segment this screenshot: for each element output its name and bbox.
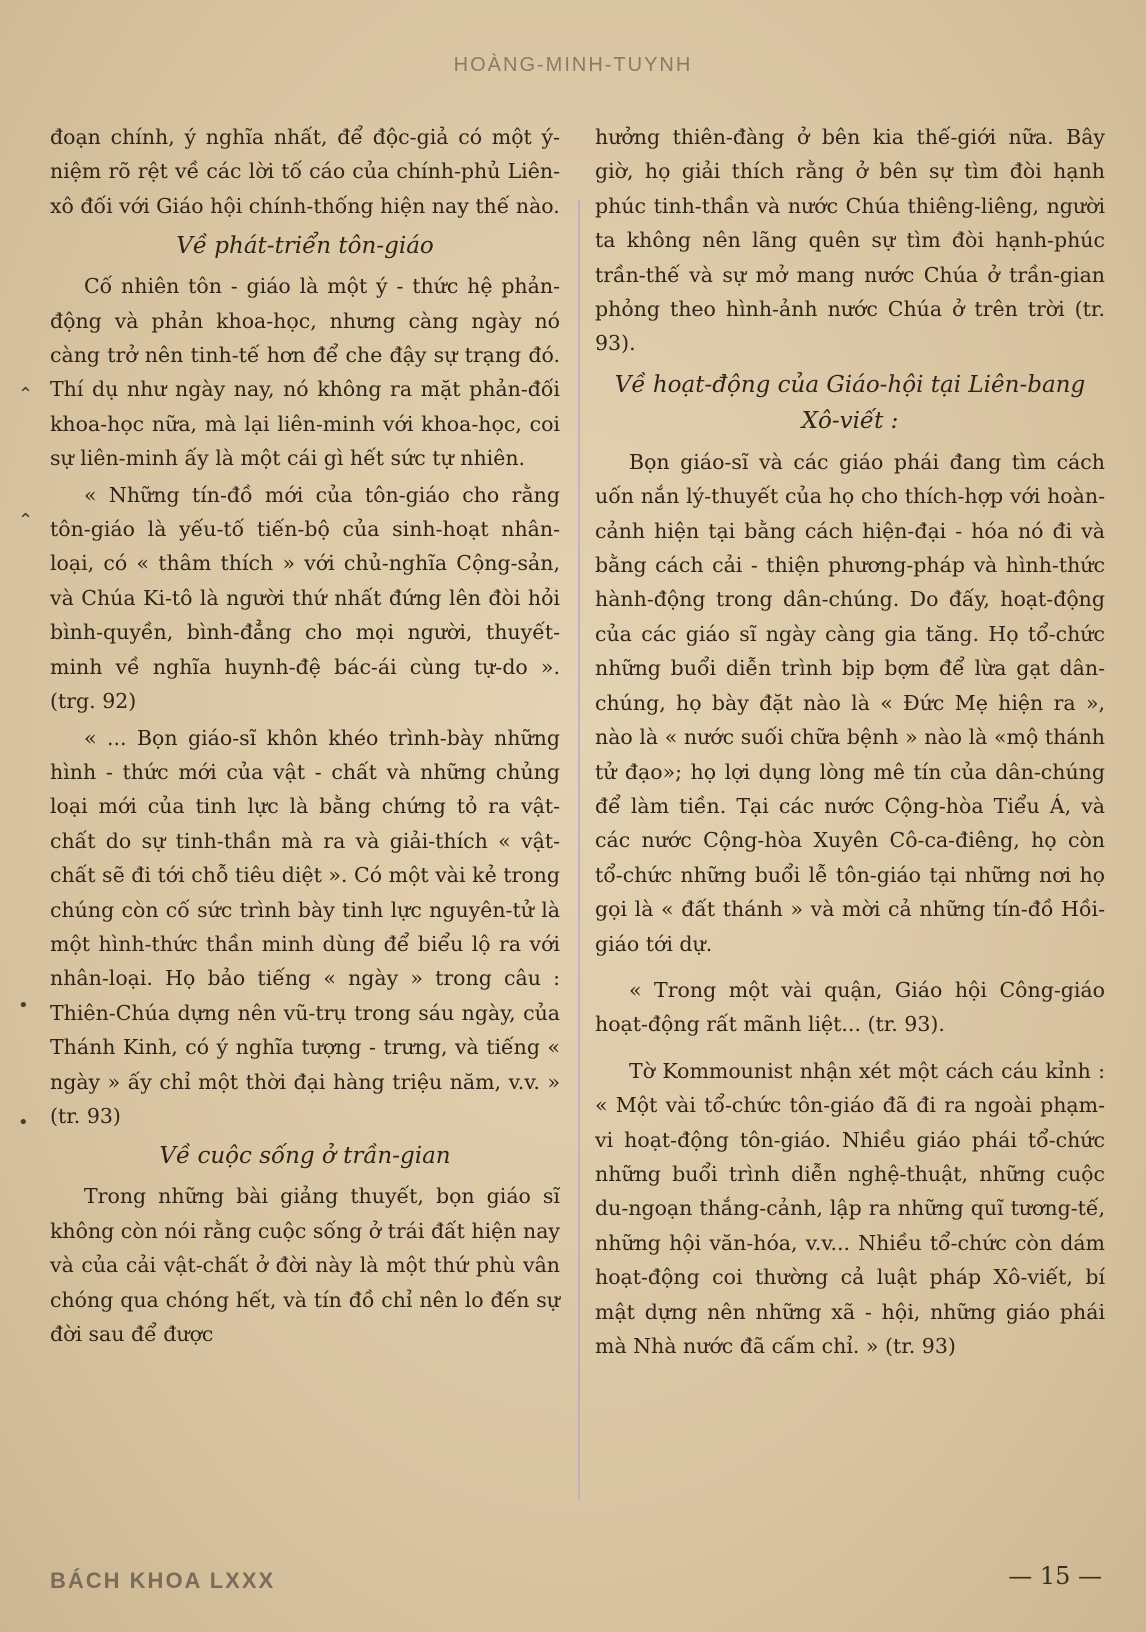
page-number: — 15 — [1008,1562,1102,1590]
margin-mark: • [18,995,29,1016]
paragraph: « ... Bọn giáo-sĩ khôn khéo trình-bày những hình - thức mới của vật - chất và những chủng loại mới của tinh lực là bằng chứng tỏ ra vật-chất do sự tinh-thần mà ra và giải-thích « vật-chất sẽ đi tới chỗ tiêu diệt ». Có một vài kẻ trong chúng còn cố sức trình bày tinh lực nguyên-tử là một hình-thức thần minh dùng để biểu lộ ra với nhân-loại. Họ bảo tiếng « ngày » trong câu : Thiên-Chúa dựng nên vũ-trụ trong sáu ngày, của Thánh Kinh, có ý nghĩa tượng - trưng, và tiếng « ngày » ấy chỉ một thời đại hàng triệu năm, v.v. » (tr. 93) [50,725,560,1128]
paragraph: Cố nhiên tôn - giáo là một ý - thức hệ phản-động và phản khoa-học, nhưng càng ngày nó càng trở nên tinh-tế hơn để che đậy sự trạng đó. Thí dụ như ngày nay, nó không ra mặt phản-đối khoa-học nữa, mà lại liên-minh với khoa-học, coi sự liên-minh ấy là một cái gì hết sức tự nhiên. [50,274,560,471]
paragraph: hưởng thiên-đàng ở bên kia thế-giới nữa. Bây giờ, họ giải thích rằng ở bên sự tìm đòi hạnh phúc tinh-thần và nước Chúa thiêng-liêng, người ta không nên lãng quên sự tìm đòi hạnh-phúc trần-thế và sự mở mang nước Chúa ở trần-gian phỏng theo hình-ảnh nước Chúa ở trên trời (tr. 93). [595,125,1105,356]
paragraph: « Trong một vài quận, Giáo hội Công-giáo hoạt-động rất mãnh liệt... (tr. 93). [595,977,1105,1037]
margin-mark: ⌃ [18,510,34,531]
section-heading: Về cuộc sống ở trần-gian [159,1143,451,1170]
paragraph: Bọn giáo-sĩ và các giáo phái đang tìm cách uốn nắn lý-thuyết của họ cho thích-hợp với hoàn-cảnh hiện tại bằng cách hiện-đại - hóa nó đi và bằng cách cải - thiện phương-pháp và hình-thức hành-động trong dân-chúng. Do đấy, hoạt-động của các giáo sĩ ngày càng gia tăng. Họ tổ-chức những buổi diễn trình bịp bợm để lừa gạt dân-chúng, họ bày đặt nào là « Đức Mẹ hiện ra », nào là « nước suối chữa bệnh » nào là «mộ thánh tử đạo»; họ lợi dụng lòng mê tín của dân-chúng để làm tiền. Tại các nước Cộng-hòa Tiểu Á, và các nước Cộng-hòa Xuyên Cô-ca-điêng, họ còn tổ-chức những buổi lễ tôn-giáo tại những nơi họ gọi là « đất thánh » và mời cả những tín-đồ Hồi-giáo tới dự. [595,449,1105,956]
paragraph: Trong những bài giảng thuyết, bọn giáo sĩ không còn nói rằng cuộc sống ở trái đất hiện nay và của cải vật-chất ở đời này là một thứ phù vân chóng qua chóng hết, và tín đồ chỉ nên lo đến sự đời sau để được [50,1184,561,1346]
magazine-name: BÁCH KHOA LXXX [50,1568,276,1593]
paragraph: đoạn chính, ý nghĩa nhất, để độc-giả có một ý-niệm rõ rệt về các lời tố cáo của chính-phủ Liên-xô đối với Giáo hội chính-thống hiện nay thế nào. [50,125,560,218]
left-column [50,120,560,1351]
margin-mark: ⌃ [18,384,34,405]
section-heading: Về hoạt-động của Giáo-hội tại Liên-bang Xô-viết : [614,371,1086,434]
paragraph: « Những tín-đồ mới của tôn-giáo cho rằng tôn-giáo là yếu-tố tiến-bộ của sinh-hoạt nhân-loại, có « thâm thích » với chủ-nghĩa Cộng-sản, và Chúa Ki-tô là người thứ nhất đứng lên đòi hỏi bình-quyền, bình-đẳng cho mọi người, thuyết-minh về nghĩa huynh-đệ bác-ái cùng tự-do ». (trg. 92) [50,482,560,714]
paragraph: Tờ Kommounist nhận xét một cách cáu kỉnh : « Một vài tổ-chức tôn-giáo đã đi ra ngoài phạm-vi hoạt-động tôn-giáo. Nhiều giáo phái tổ-chức những buổi trình diễn nghệ-thuật, những cuộc du-ngoạn thắng-cảnh, lập ra những quĩ tương-tế, những hội văn-hóa, v.v... Nhiều tổ-chức còn dám hoạt-động coi thường cả luật pháp Xô-viết, bí mật dựng nên những xã - hội, những giáo phái mà Nhà nước đã cấm chỉ. » (tr. 93) [595,1058,1105,1358]
section-heading: Về phát-triển tôn-giáo [176,233,434,260]
right-column [595,120,1105,1363]
margin-mark: • [18,1112,29,1133]
column-divider [578,200,580,1500]
running-head: HOÀNG-MINH-TUYNH [453,54,693,76]
